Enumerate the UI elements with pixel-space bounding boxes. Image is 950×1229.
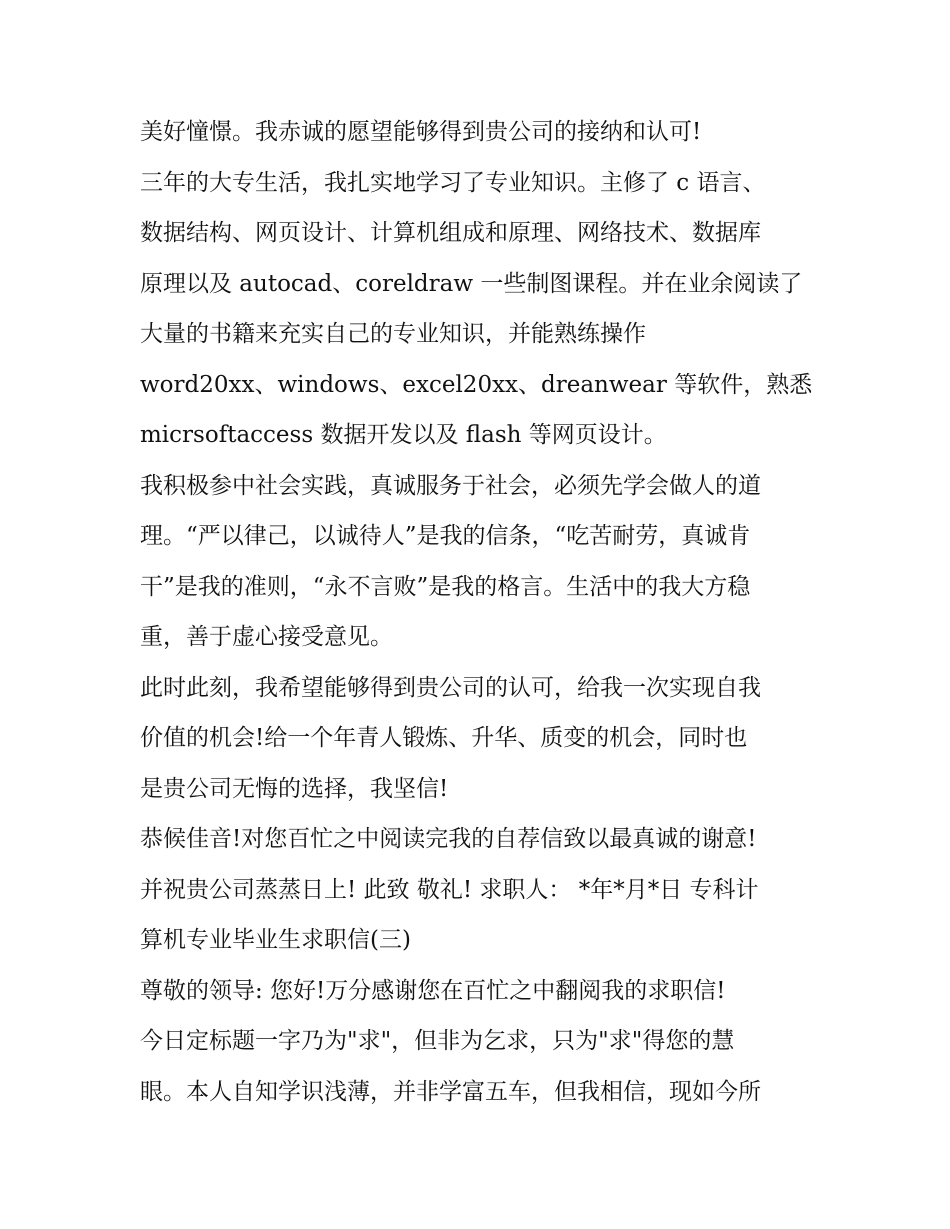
text-line: 我积极参中社会实践，真诚服务于社会，必须先学会做人的道 [140,472,761,499]
text-line: 三年的大专生活，我扎实地学习了专业知识。主修了 c 语言、 [140,169,766,196]
text-line: 此时此刻，我希望能够得到贵公司的认可，给我一次实现自我 [140,674,761,701]
text-line: micrsoftaccess 数据开发以及 flash 等网页设计。 [140,422,667,448]
text-line: 美好憧憬。我赤诚的愿望能够得到贵公司的接纳和认可! [140,119,702,145]
text-line: 是贵公司无悔的选择，我坚信! [140,775,449,802]
text-line: 并祝贵公司蒸蒸日上! 此致 敬礼! 求职人： *年*月*日 专科计 [140,876,759,903]
text-line: word20xx、windows、excel20xx、dreanwear 等软件，熟悉 [140,371,813,398]
text-line: 原理以及 autocad、coreldraw 一些制图课程。并在业余阅读了 [140,270,803,297]
text-line: 算机专业毕业生求职信(三) [140,927,411,953]
text-line: 眼。本人自知学识浅薄，并非学富五车，但我相信，现如今所 [140,1078,761,1105]
text-line: 价值的机会!给一个年青人锻炼、升华、质变的机会，同时也 [140,725,748,751]
text-line: 恭候佳音!对您百忙之中阅读完我的自荐信致以最真诚的谢意! [140,826,757,852]
text-line: 尊敬的领导: 您好!万分感谢您在百忙之中翻阅我的求职信! [140,977,726,1004]
text-line: 干”是我的准则，“永不言败”是我的格言。生活中的我大方稳 [140,573,751,600]
text-line: 大量的书籍来充实自己的专业知识，并能熟练操作 [140,321,646,347]
text-line: 数据结构、网页设计、计算机组成和原理、网络技术、数据库 [140,220,761,246]
text-line: 重，善于虚心接受意见。 [140,624,393,650]
document-body [140,107,820,1117]
text-line: 今日定标题一字乃为"求"，但非为乞求，只为"求"得您的慧 [140,1028,735,1054]
text-line: 理。“严以律己，以诚待人”是我的信条，“吃苦耐劳，真诚肯 [140,523,751,549]
